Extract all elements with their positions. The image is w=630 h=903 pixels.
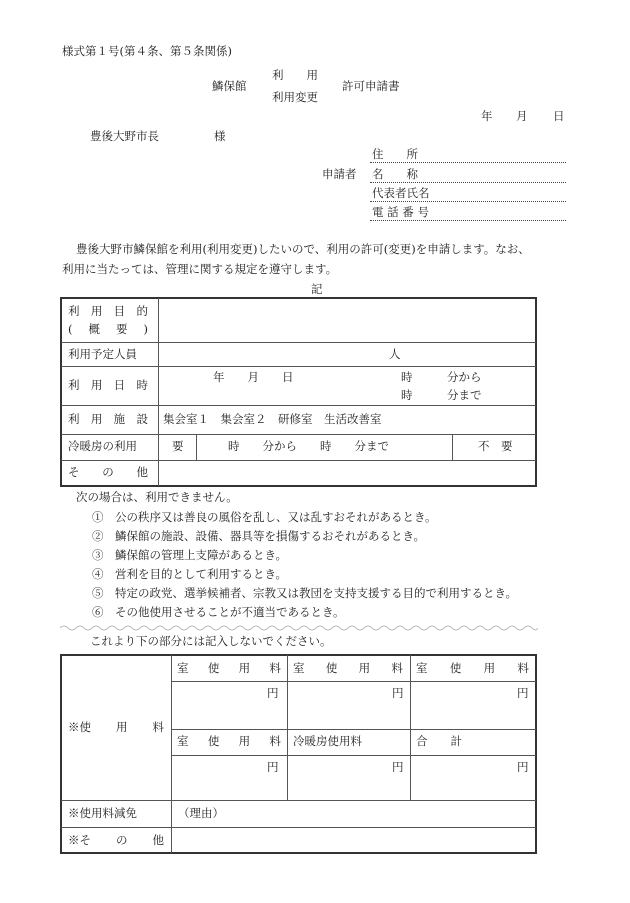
notes-item-4: ④ 営利を目的として利用するとき。: [92, 567, 288, 581]
aircon-label: 冷暖房の利用: [68, 439, 137, 453]
date-day: 日: [553, 109, 565, 123]
applicant-phone-line[interactable]: [370, 220, 566, 221]
application-title: 許可申請書: [342, 79, 400, 93]
facility-label: 利 用 施 設: [68, 412, 148, 426]
purpose-summary-label: ( 概 要 ): [68, 322, 148, 336]
aircon-fee-yen: 円: [392, 760, 404, 774]
notes-item-2: ② 鱗保館の施設、設備、器具等を損傷するおそれがあるとき。: [92, 529, 426, 543]
room-fee-yen-1: 円: [267, 686, 279, 700]
applicant-address-label: 住 所: [372, 147, 418, 161]
facility-options[interactable]: 集会室１ 集会室２ 研修室 生活改善室: [163, 412, 382, 426]
office-use-table: [60, 654, 537, 854]
use-label: 利 用: [272, 68, 318, 82]
ki-heading: 記: [311, 282, 323, 296]
room-fee-yen-3: 円: [517, 686, 529, 700]
room-fee-label-3: 室 使 用 料: [416, 661, 529, 675]
office-use-note: これより下の部分には記入しないでください。: [90, 634, 332, 648]
applicant-representative-line[interactable]: [370, 201, 566, 202]
form-number: 様式第１号(第４条、第５条関係): [62, 44, 232, 58]
date-month: 月: [516, 109, 528, 123]
applicant-name-line[interactable]: [370, 182, 566, 183]
aircon-no-need[interactable]: 不 要: [478, 439, 513, 453]
request-text-line1: 豊後大野市鱗保館を利用(利用変更)したいので、利用の許可(変更)を申請します。なお、: [76, 242, 530, 256]
notes-item-3: ③ 鱗保館の管理上支障があるとき。: [92, 548, 288, 562]
reduction-reason: （理由）: [178, 806, 224, 820]
time-from: 時 分から: [401, 370, 482, 384]
room-fee-yen-2: 円: [392, 686, 404, 700]
room-fee-yen-4: 円: [267, 760, 279, 774]
applicant-name-label: 名 称: [372, 167, 418, 181]
date-label: 利 用 日 時: [68, 378, 148, 392]
notes-item-6: ⑥ その他使用させることが不適当であるとき。: [92, 605, 345, 619]
aircon-fee-label: 冷暖房使用料: [293, 734, 362, 748]
addressee-mayor: 豊後大野市長: [90, 129, 159, 143]
purpose-label: 利 用 目 的: [68, 304, 148, 318]
notes-item-5: ⑤ 特定の政党、選挙候補者、宗教又は教団を支持支援する目的で利用するとき。: [92, 586, 518, 600]
facility-name: 鱗保館: [212, 79, 247, 93]
total-label: 合 計: [416, 734, 462, 748]
people-label: 利用予定人員: [68, 347, 137, 361]
cut-line: [60, 624, 538, 632]
applicant-address-line[interactable]: [370, 162, 566, 163]
office-other-label: ※そ の 他: [68, 833, 164, 847]
total-yen: 円: [517, 760, 529, 774]
date-ymd: 年 月 日: [213, 370, 294, 384]
room-fee-label-2: 室 使 用 料: [293, 661, 403, 675]
room-fee-label-1: 室 使 用 料: [177, 661, 281, 675]
notes-heading: 次の場合は、利用できません。: [76, 490, 238, 504]
notes-item-1: ① 公の秩序又は善良の風俗を乱し、又は乱すおそれがあるとき。: [92, 510, 437, 524]
addressee-honorific: 様: [214, 129, 226, 143]
use-change-label: 利用変更: [272, 90, 318, 104]
aircon-time: 時 分から 時 分まで: [228, 439, 389, 453]
aircon-need[interactable]: 要: [172, 439, 184, 453]
date-year: 年: [481, 109, 493, 123]
applicant-representative-label: 代表者氏名: [372, 186, 430, 200]
fee-reduction-label: ※使用料減免: [68, 806, 137, 820]
fee-label: ※使 用 料: [68, 720, 164, 734]
applicant-label: 申請者: [322, 167, 357, 181]
other-label: そ の 他: [68, 465, 148, 479]
room-fee-label-4: 室 使 用 料: [177, 734, 281, 748]
people-unit: 人: [389, 347, 401, 361]
purpose-field[interactable]: [163, 305, 533, 339]
request-text-line2: 利用に当たっては、管理に関する規定を遵守します。: [62, 262, 338, 276]
time-to: 時 分まで: [401, 388, 482, 402]
applicant-phone-label: 電 話 番 号: [372, 205, 429, 219]
